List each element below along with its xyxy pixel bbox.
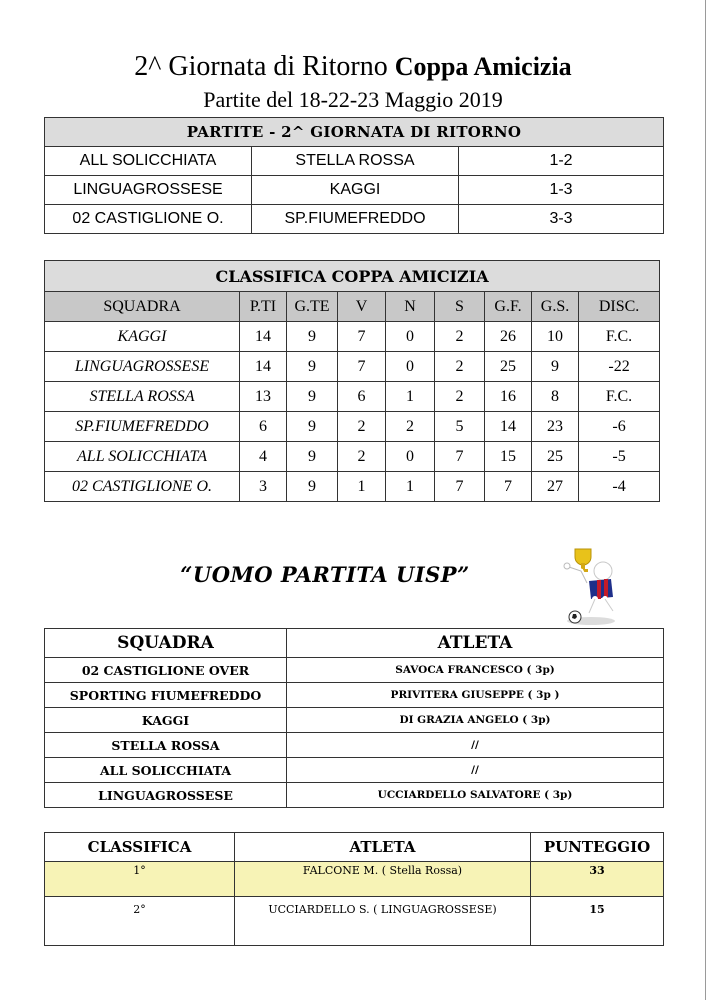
- matches-caption: PARTITE - 2^ GIORNATA DI RITORNO: [45, 118, 664, 147]
- stat-cell: 9: [287, 352, 338, 382]
- stat-cell: 9: [287, 322, 338, 352]
- stat-cell: 7: [485, 472, 532, 502]
- team-name-cell: LINGUAGROSSESE: [45, 352, 240, 382]
- team-cell: 02 CASTIGLIONE OVER: [45, 658, 287, 683]
- col-header: G.F.: [485, 292, 532, 322]
- table-row: [45, 442, 660, 472]
- matches-table: [44, 117, 664, 234]
- stat-cell: 2: [435, 352, 485, 382]
- title-main: 2^ Giornata di Ritorno: [134, 51, 388, 82]
- table-row: [45, 783, 664, 808]
- stat-cell: 2: [386, 412, 435, 442]
- team-name-cell: KAGGI: [45, 322, 240, 352]
- stat-cell: 1: [386, 382, 435, 412]
- table-row: [45, 708, 664, 733]
- table-row: [45, 176, 664, 205]
- stat-cell: 1: [338, 472, 386, 502]
- football-player-trophy-icon: [545, 545, 627, 627]
- stat-cell: 7: [435, 472, 485, 502]
- team-name-cell: SP.FIUMEFREDDO: [45, 412, 240, 442]
- stat-cell: 3: [240, 472, 287, 502]
- player-ranking-table: [44, 832, 664, 946]
- stat-cell: 6: [240, 412, 287, 442]
- stat-cell: 25: [485, 352, 532, 382]
- match-away: SP.FIUMEFREDDO: [252, 205, 459, 234]
- rank-points: 15: [531, 897, 664, 946]
- standings-header-row: [45, 292, 660, 322]
- rank-player: FALCONE M. ( Stella Rossa): [235, 862, 531, 897]
- table-row: [45, 382, 660, 412]
- col-header: ATLETA: [235, 833, 531, 862]
- stat-cell: 14: [485, 412, 532, 442]
- stat-cell: -5: [579, 442, 660, 472]
- table-row: [45, 733, 664, 758]
- rank-position: 1°: [45, 862, 235, 897]
- stat-cell: 2: [338, 442, 386, 472]
- standings-caption: CLASSIFICA COPPA AMICIZIA: [45, 261, 660, 292]
- team-cell: LINGUAGROSSESE: [45, 783, 287, 808]
- table-row: [45, 472, 660, 502]
- stat-cell: 9: [532, 352, 579, 382]
- table-row: [45, 322, 660, 352]
- match-home: LINGUAGROSSESE: [45, 176, 252, 205]
- standings-table: [44, 260, 660, 502]
- page-title: [0, 50, 706, 84]
- stat-cell: 1: [386, 472, 435, 502]
- stat-cell: 2: [435, 322, 485, 352]
- col-header: N: [386, 292, 435, 322]
- table-row: [45, 147, 664, 176]
- stat-cell: 10: [532, 322, 579, 352]
- col-header: S: [435, 292, 485, 322]
- uomo-header-row: [45, 629, 664, 658]
- stat-cell: 27: [532, 472, 579, 502]
- stat-cell: 4: [240, 442, 287, 472]
- stat-cell: 0: [386, 352, 435, 382]
- player-cell: PRIVITERA GIUSEPPE ( 3p ): [287, 683, 664, 708]
- col-header: CLASSIFICA: [45, 833, 235, 862]
- col-header-team: SQUADRA: [45, 629, 287, 658]
- player-cell: //: [287, 733, 664, 758]
- stat-cell: 0: [386, 322, 435, 352]
- table-row: [45, 683, 664, 708]
- stat-cell: 9: [287, 442, 338, 472]
- stat-cell: 25: [532, 442, 579, 472]
- stat-cell: 9: [287, 412, 338, 442]
- team-cell: ALL SOLICCHIATA: [45, 758, 287, 783]
- col-header: G.TE: [287, 292, 338, 322]
- stat-cell: -22: [579, 352, 660, 382]
- table-row: [45, 897, 664, 946]
- stat-cell: 9: [287, 382, 338, 412]
- uomo-partita-table: [44, 628, 664, 808]
- team-name-cell: STELLA ROSSA: [45, 382, 240, 412]
- match-home: 02 CASTIGLIONE O.: [45, 205, 252, 234]
- match-home: ALL SOLICCHIATA: [45, 147, 252, 176]
- table-row: [45, 862, 664, 897]
- player-cell: SAVOCA FRANCESCO ( 3p): [287, 658, 664, 683]
- ranking-header-row: [45, 833, 664, 862]
- table-row: [45, 205, 664, 234]
- player-cell: DI GRAZIA ANGELO ( 3p): [287, 708, 664, 733]
- stat-cell: 7: [435, 442, 485, 472]
- stat-cell: 15: [485, 442, 532, 472]
- team-name-cell: 02 CASTIGLIONE O.: [45, 472, 240, 502]
- match-away: STELLA ROSSA: [252, 147, 459, 176]
- team-cell: KAGGI: [45, 708, 287, 733]
- player-cell: UCCIARDELLO SALVATORE ( 3p): [287, 783, 664, 808]
- team-cell: SPORTING FIUMEFREDDO: [45, 683, 287, 708]
- page-subtitle: Partite del 18-22-23 Maggio 2019: [203, 87, 503, 112]
- stat-cell: 6: [338, 382, 386, 412]
- table-row: [45, 352, 660, 382]
- stat-cell: 26: [485, 322, 532, 352]
- team-name-cell: ALL SOLICCHIATA: [45, 442, 240, 472]
- stat-cell: 0: [386, 442, 435, 472]
- col-header: P.TI: [240, 292, 287, 322]
- stat-cell: 7: [338, 322, 386, 352]
- rank-points: 33: [531, 862, 664, 897]
- rank-position: 2°: [45, 897, 235, 946]
- table-row: [45, 658, 664, 683]
- stat-cell: 13: [240, 382, 287, 412]
- stat-cell: F.C.: [579, 382, 660, 412]
- table-row: [45, 412, 660, 442]
- title-bold: Coppa Amicizia: [394, 52, 572, 81]
- rank-player: UCCIARDELLO S. ( LINGUAGROSSESE): [235, 897, 531, 946]
- stat-cell: 5: [435, 412, 485, 442]
- match-score: 1-3: [459, 176, 664, 205]
- table-row: [45, 758, 664, 783]
- stat-cell: 2: [435, 382, 485, 412]
- stat-cell: 14: [240, 352, 287, 382]
- stat-cell: F.C.: [579, 322, 660, 352]
- stat-cell: 7: [338, 352, 386, 382]
- stat-cell: -6: [579, 412, 660, 442]
- player-cell: //: [287, 758, 664, 783]
- match-score: 1-2: [459, 147, 664, 176]
- col-header-player: ATLETA: [287, 629, 664, 658]
- match-away: KAGGI: [252, 176, 459, 205]
- col-header: SQUADRA: [45, 292, 240, 322]
- stat-cell: 23: [532, 412, 579, 442]
- stat-cell: -4: [579, 472, 660, 502]
- col-header: DISC.: [579, 292, 660, 322]
- uomo-partita-heading: “UOMO PARTITA UISP”: [180, 562, 470, 587]
- stat-cell: 14: [240, 322, 287, 352]
- stat-cell: 2: [338, 412, 386, 442]
- stat-cell: 8: [532, 382, 579, 412]
- col-header: PUNTEGGIO: [531, 833, 664, 862]
- team-cell: STELLA ROSSA: [45, 733, 287, 758]
- stat-cell: 9: [287, 472, 338, 502]
- stat-cell: 16: [485, 382, 532, 412]
- match-score: 3-3: [459, 205, 664, 234]
- col-header: G.S.: [532, 292, 579, 322]
- col-header: V: [338, 292, 386, 322]
